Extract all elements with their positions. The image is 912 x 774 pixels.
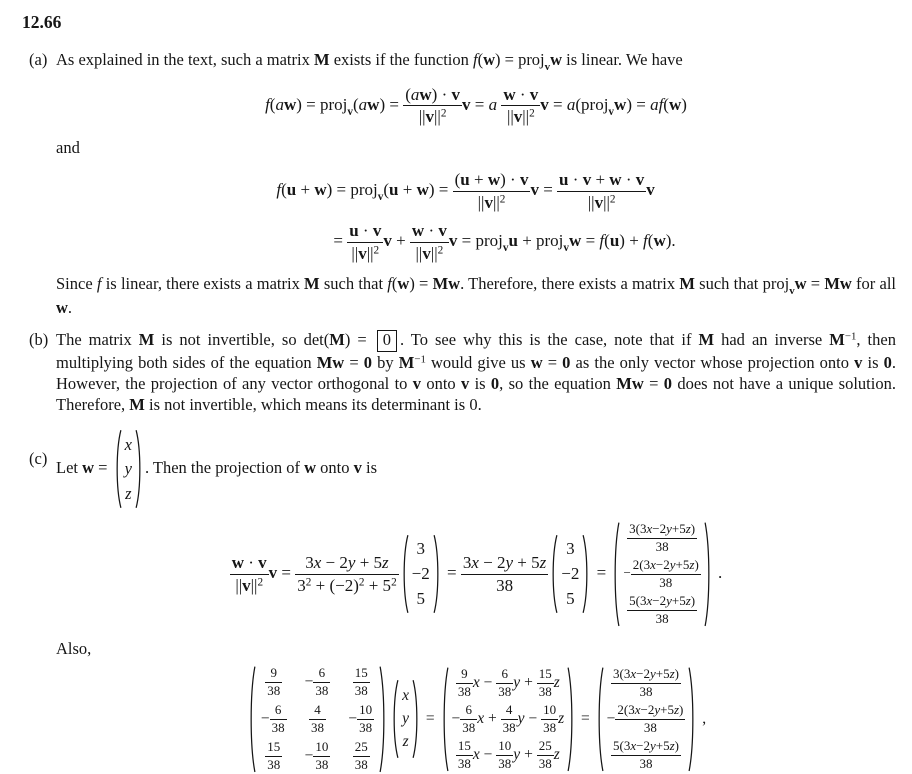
and-connector: and	[56, 137, 80, 157]
part-b-text: The matrix M is not invertible, so det(M) = 0 . To see why this is the case, note that if M had an inverse $M^{-1}$, then multiplying both sides of the equation Mw = 0 by $M^{-1}$ would give us w = 0 as the only vector whose projection onto v is 0. However, the projection of any vector orthogonal to v onto v is 0, so the equation Mw = 0 does not have a unique solution. Therefore, M is not invertible, which means its determinant is 0.	[56, 330, 896, 415]
left-paren	[114, 429, 122, 509]
part-c-label: (c)	[29, 448, 48, 468]
part-c-body	[56, 427, 896, 774]
part-a	[22, 49, 896, 323]
right-paren	[567, 666, 575, 773]
part-b-body	[56, 329, 896, 419]
right-paren	[379, 665, 387, 774]
left-paren	[401, 534, 409, 614]
left-paren	[596, 666, 604, 773]
right-paren	[688, 666, 696, 773]
part-a-body	[56, 49, 896, 323]
part-c-intro-text: Let w = x y z . Then the projection of w onto v is	[56, 429, 896, 509]
matrix: $\frac{9}{38}$ − $\frac{6}{38}$ $\frac{15}{38}$ − $\frac{6}{38}$ $\frac{4}{38}$ − $\frac{10}{38}$ $\frac{15}{38}$ − $\frac{10}{38}$ $\frac{25}{38}$	[248, 665, 387, 774]
column-vector: x y z	[391, 679, 420, 759]
column-vector: 3 −2 5	[550, 534, 590, 614]
right-paren	[135, 429, 143, 509]
equation-matrix-product: $\frac{9}{38}$ − $\frac{6}{38}$ $\frac{15}{38}$ − $\frac{6}{38}$ $\frac{4}{38}$ − $\frac{10}{38}$ $\frac{15}{38}$ − $\frac{10}{38}$ $\frac{25}{38}$ x y z = $\frac{9}{38}$ x − $\frac{6}{38}$ y + $\frac{15}{38}$ z − $\frac{6}{38}$ x + $\frac{4}{38}$ y − $\frac{10}{38}$ z $\frac{15}{38}$ x − $\frac{10}{38}$ y + $\frac{25}{38}$ z = $\frac{3(3x-2y+5z)}{38}$ − $\frac{2(3x-2y+5z)}{38}$ $\frac{5(3x-2y+5z)}{38}$ ,	[56, 665, 896, 774]
part-a-label: (a)	[29, 49, 48, 69]
left-paren	[612, 521, 620, 628]
right-paren	[433, 534, 441, 614]
also-connector: Also,	[56, 638, 92, 658]
column-vector: $\frac{9}{38}$ x − $\frac{6}{38}$ y + $\frac{15}{38}$ z − $\frac{6}{38}$ x + $\frac{4}{38}$ y − $\frac{10}{38}$ z $\frac{15}{38}$ x − $\frac{10}{38}$ y + $\frac{25}{38}$ z	[441, 666, 576, 773]
part-b	[22, 329, 896, 419]
column-vector: $\frac{3(3x-2y+5z)}{38}$ − $\frac{2(3x-2y+5z)}{38}$ $\frac{5(3x-2y+5z)}{38}$	[612, 521, 711, 628]
equation-additivity	[56, 170, 896, 263]
left-paren	[248, 665, 256, 774]
equation-projection-of-w: $\frac{w \cdot v}{||v||^2}$ v = $\frac{3x - 2y + 5z}{3^2 + (-2)^2 + 5^2}$ 3 −2 5 = $\frac{3x - 2y + 5z}{38}$ 3 −2 5 = $\frac{3(3x-2y+5z)}{38}$ − $\frac{2(3x-2y+5z)}{38}$ $\frac{5(3x-2y+5z)}{38}$ .	[231, 520, 723, 626]
column-vector: x y z	[114, 429, 143, 509]
equation-additivity-lines	[276, 170, 675, 263]
right-paren	[704, 521, 712, 628]
equation-scalar-homogeneity: f(aw) = proj$_v$(aw) = $\frac{(aw) \cdot v}{||v||^2}$ v = a $\frac{w \cdot v}{||v||^2}$ v = a(proj$_v$w) = af(w)	[265, 84, 687, 127]
part-b-label: (b)	[29, 330, 49, 350]
column-vector: $\frac{3(3x-2y+5z)}{38}$ − $\frac{2(3x-2y+5z)}{38}$ $\frac{5(3x-2y+5z)}{38}$	[596, 666, 697, 773]
right-paren	[412, 679, 420, 759]
part-c	[22, 427, 896, 774]
equation-additivity-line-1: f(u + w) = proj$_v$(u + w) = $\frac{(u + w) \cdot v}{||v||^2}$ v = $\frac{u \cdot v + w \cdot v}{||v||^2}$ v	[276, 170, 655, 212]
left-paren	[441, 666, 449, 773]
column-vector: 3 −2 5	[401, 534, 441, 614]
part-a-conclusion-text: Since f is linear, there exists a matrix M such that f(w) = Mw. Therefore, there exists a matrix M such that proj$_v$w = Mw for all w.	[56, 274, 896, 318]
problem-number: 12.66	[22, 12, 62, 32]
left-paren	[391, 679, 399, 759]
right-paren	[582, 534, 590, 614]
left-paren	[550, 534, 558, 614]
part-a-intro-text: As explained in the text, such a matrix M exists if the function f(w) = proj$_v$w is linear. We have	[56, 49, 683, 73]
equation-additivity-line-2: = $\frac{u \cdot v}{||v||^2}$ v + $\frac{w \cdot v}{||v||^2}$ v = proj$_v$u + proj$_v$w = f(u) + f(w).	[333, 221, 676, 263]
